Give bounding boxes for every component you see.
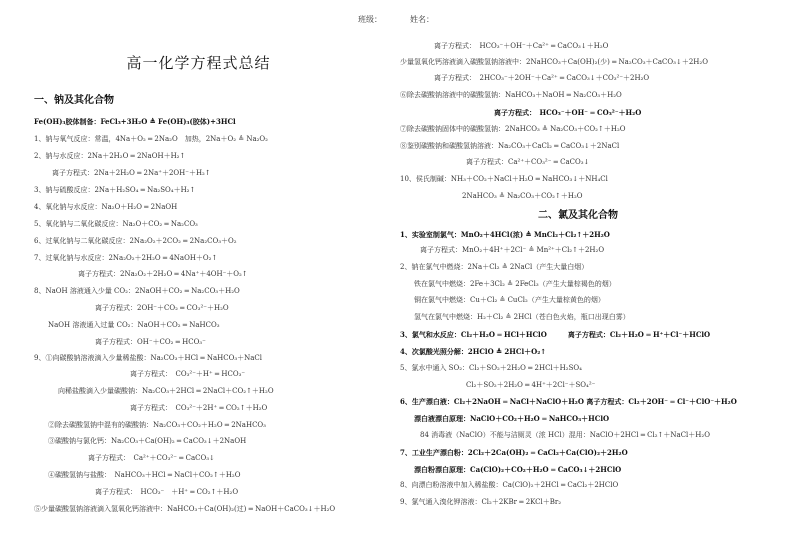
right-line-26: 8、向漂白粉溶液中加入稀盐酸：Ca(ClO)₂＋2HCl ═ CaCl₂＋2HClO xyxy=(400,481,619,489)
left-line-7: 5、氧化钠与二氧化碳反应：Na₂O＋CO₂ ═ Na₂CO₃ xyxy=(34,220,198,228)
right-line-7: 离子方程式：Ca²⁺＋CO₃²⁻ ═ CaCO₃↓ xyxy=(466,158,590,166)
left-line-14: 离子方程式：OH⁻＋CO₂ ═ HCO₃⁻ xyxy=(95,338,206,346)
right-line-23: 84 消毒液（NaClO）不能与洁厕灵（浓 HCl）混用：NaClO＋2HCl ═ Cl₂↑＋NaCl＋H₂O xyxy=(420,431,710,439)
right-line-0: 离子方程式： HCO₃⁻＋OH⁻＋Ca²⁺ ═ CaCO₃↓＋H₂O xyxy=(434,42,609,50)
right-line-21: 6、生产漂白液：Cl₂＋2NaOH ═ NaCl＋NaClO＋H₂O 离子方程式：Cl₂＋2OH⁻ ═ Cl⁻＋ClO⁻＋H₂O xyxy=(400,397,737,406)
right-line-11: 1、实验室制氯气：MnO₂＋4HCl(浓) ≜ MnCl₂＋Cl₂↑＋2H₂O xyxy=(400,230,610,239)
name-label: 姓名： xyxy=(410,15,434,24)
right-line-9: 2NaHCO₃ ≜ Na₂CO₃＋CO₂↑＋H₂O xyxy=(462,192,583,200)
left-line-8: 6、过氧化钠与二氧化碳反应：2Na₂O₂＋2CO₂ ═ 2Na₂CO₃＋O₂ xyxy=(34,237,237,245)
left-line-9: 7、过氧化钠与水反应：2Na₂O₂＋2H₂O ═ 4NaOH＋O₂↑ xyxy=(34,254,218,262)
left-line-11: 8、NaOH 溶液通入少量 CO₂：2NaOH＋CO₂ ═ Na₂CO₃＋H₂O xyxy=(34,287,240,295)
right-line-17: 3、氯气和水反应：Cl₂＋H₂O ═ HCl＋HClO 离子方程式：Cl₂＋H₂O ═ H⁺＋Cl⁻＋HClO xyxy=(400,330,711,339)
right-line-16: 氢气在氯气中燃烧：H₂＋Cl₂ ≜ 2HCl（苍白色火焰，瓶口出现白雾） xyxy=(414,313,630,321)
right-line-8: 10、侯氏制碱：NH₃＋CO₂＋NaCl＋H₂O ═ NaHCO₃↓＋NH₄Cl xyxy=(400,175,608,183)
right-line-1: 少量氢氧化钙溶液滴入碳酸氢钠溶液中：2NaHCO₃＋Ca(OH)₂(少) ═ Na₂CO₃＋CaCO₃↓＋2H₂O xyxy=(400,58,708,66)
right-line-2: 离子方程式： 2HCO₃⁻＋2OH⁻＋Ca²⁺ ═ CaCO₃↓＋CO₃²⁻＋2H₂O xyxy=(434,74,650,82)
right-line-27: 9、氯气通入溴化钾溶液：Cl₂＋2KBr ═ 2KCl＋Br₂ xyxy=(400,498,562,506)
left-line-4: 离子方程式：2Na＋2H₂O ═ 2Na⁺＋2OH⁻＋H₂↑ xyxy=(52,169,211,177)
left-line-0: 一、钠及其化合物 xyxy=(34,95,114,106)
right-line-12: 离子方程式：MnO₂＋4H⁺＋2Cl⁻ ≜ Mn²⁺＋Cl₂↑＋2H₂O xyxy=(420,246,605,254)
left-line-5: 3、钠与硫酸反应：2Na＋H₂SO₄ ═ Na₂SO₄＋H₂↑ xyxy=(34,186,196,194)
right-line-3: ⑥除去碳酸钠溶液中的碳酸氢钠：NaHCO₃＋NaOH ═ Na₂CO₃＋H₂O xyxy=(400,91,622,99)
left-line-2: 1、钠与氧气反应：常温，4Na＋O₂ ═ 2Na₂O 加热，2Na＋O₂ ≜ Na₂O₂ xyxy=(34,135,268,143)
right-line-24: 7、工业生产漂白粉：2Cl₂＋2Ca(OH)₂ ═ CaCl₂＋Ca(ClO)₂＋2H₂O xyxy=(400,448,628,457)
left-line-10: 离子方程式：2Na₂O₂＋2H₂O ═ 4Na⁺＋4OH⁻＋O₂↑ xyxy=(78,270,248,278)
class-label: 班级： xyxy=(358,15,382,24)
right-line-14: 铁在氯气中燃烧：2Fe＋3Cl₂ ≜ 2FeCl₃（产生大量棕褐色的烟） xyxy=(414,280,616,288)
right-line-20: Cl₂＋SO₂＋2H₂O ═ 4H⁺＋2Cl⁻＋SO₄²⁻ xyxy=(466,381,596,389)
left-line-16: 离子方程式： CO₃²⁻＋H⁺ ═ HCO₃⁻ xyxy=(130,370,246,378)
left-line-20: ③碳酸钠与氯化钙：Na₂CO₃＋Ca(OH)₂ ═ CaCO₃↓＋2NaOH xyxy=(48,437,247,445)
left-line-12: 离子方程式：2OH⁻＋CO₂ ═ CO₃²⁻＋H₂O xyxy=(95,304,229,312)
right-line-19: 5、氯水中通入 SO₂：Cl₂＋SO₂＋2H₂O ═ 2HCl＋H₂SO₄ xyxy=(400,364,582,372)
left-line-22: ④碳酸氢钠与盐酸： NaHCO₃＋HCl ═ NaCl＋CO₂↑＋H₂O xyxy=(48,471,241,479)
left-line-13: NaOH 溶液通入过量 CO₂：NaOH＋CO₂ ═ NaHCO₃ xyxy=(48,321,220,329)
left-line-3: 2、钠与水反应：2Na＋2H₂O ═ 2NaOH＋H₂↑ xyxy=(34,152,186,160)
right-line-22: 漂白液漂白原理：NaClO＋CO₂＋H₂O ═ NaHCO₃＋HClO xyxy=(414,414,610,423)
right-line-25: 漂白粉漂白原理：Ca(ClO)₂＋CO₂＋H₂O ═ CaCO₃↓＋2HClO xyxy=(414,465,622,474)
right-line-6: ⑧鉴别碳酸钠和碳酸氢钠溶液：Na₂CO₃＋CaCl₂ ═ CaCO₃↓＋2NaCl xyxy=(400,142,620,150)
left-line-1: Fe(OH)₃胶体制备：FeCl₃+3H₂O ≜ Fe(OH)₃(胶体)+3HCl xyxy=(34,117,236,126)
left-line-15: 9、①向碳酸钠溶液滴入少量稀盐酸：Na₂CO₃＋HCl ═ NaHCO₃＋NaCl xyxy=(34,354,263,362)
left-line-23: 离子方程式： HCO₃⁻ ＋H⁺ ═ CO₂↑＋H₂O xyxy=(95,488,239,496)
left-line-6: 4、氧化钠与水反应：Na₂O＋H₂O ═ 2NaOH xyxy=(34,203,178,211)
left-line-21: 离子方程式： Ca²⁺＋CO₃²⁻ ═ CaCO₃↓ xyxy=(88,454,215,462)
right-line-10: 二、氯及其化合物 xyxy=(538,210,618,221)
right-line-4: 离子方程式： HCO₃⁻＋OH⁻ ═ CO₃²⁻＋H₂O xyxy=(494,108,642,117)
right-line-18: 4、次氯酸光照分解：2HClO ≜ 2HCl＋O₂↑ xyxy=(400,347,547,356)
right-line-13: 2、钠在氯气中燃烧：2Na＋Cl₂ ≜ 2NaCl（产生大量白烟） xyxy=(400,263,589,271)
left-line-17: 向稀盐酸滴入少量碳酸钠：Na₂CO₃＋2HCl ═ 2NaCl＋CO₂↑＋H₂O xyxy=(58,387,274,395)
right-line-5: ⑦除去碳酸钠固体中的碳酸氢钠：2NaHCO₃ ≜ Na₂CO₃＋CO₂↑＋H₂O xyxy=(400,125,626,133)
left-line-24: ⑤少量碳酸氢钠溶液滴入氢氧化钙溶液中：NaHCO₃＋Ca(OH)₂(过) ═ NaOH＋CaCO₃↓＋H₂O xyxy=(34,505,336,513)
left-line-19: ②除去碳酸氢钠中混有的碳酸钠：Na₂CO₃＋CO₂＋H₂O ═ 2NaHCO₃ xyxy=(48,421,266,429)
right-line-15: 铜在氯气中燃烧：Cu＋Cl₂ ≜ CuCl₂（产生大量棕黄色的烟） xyxy=(414,296,605,304)
page-title: 高一化学方程式总结 xyxy=(126,54,271,72)
left-line-18: 离子方程式： CO₃²⁻＋2H⁺ ═ CO₂↑＋H₂O xyxy=(130,404,268,412)
